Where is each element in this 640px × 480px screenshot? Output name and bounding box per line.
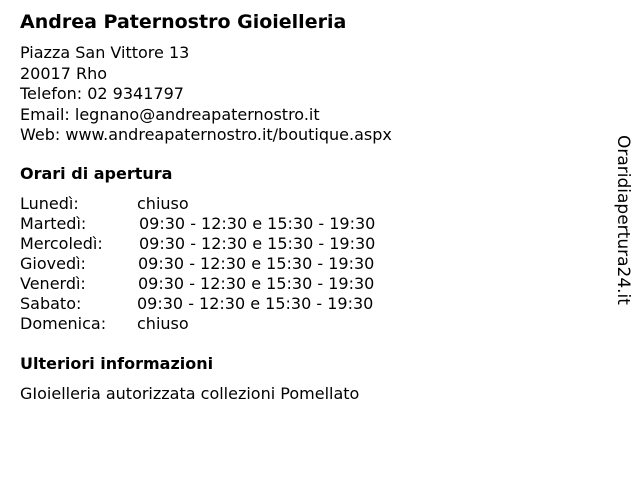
day-label: Giovedì: — [20, 254, 86, 273]
day-hours: 09:30 - 12:30 e 15:30 - 19:30 — [139, 214, 376, 233]
day-hours: chiuso — [137, 194, 189, 213]
day-label: Mercoledì: — [20, 234, 103, 253]
day-hours: 09:30 - 12:30 e 15:30 - 19:30 — [138, 274, 375, 293]
additional-info-heading: Ulteriori informazioni — [20, 354, 214, 373]
site-watermark: Oraridiapertura24.it — [613, 135, 633, 305]
street-address: Piazza San Vittore 13 — [20, 43, 190, 62]
business-name: Andrea Paternostro Gioielleria — [20, 11, 347, 33]
address-block — [20, 43, 392, 146]
day-label: Domenica: — [20, 314, 107, 333]
day-hours: chiuso — [137, 314, 189, 333]
day-label: Lunedì: — [20, 194, 79, 213]
day-label: Martedì: — [20, 214, 87, 233]
opening-hours-heading: Orari di apertura — [20, 164, 173, 183]
web-line: Web: www.andreapaternostro.it/boutique.aspx — [20, 125, 392, 144]
phone-line: Telefon: 02 9341797 — [20, 84, 184, 103]
additional-info-text: GIoielleria autorizzata collezioni Pomellato — [20, 384, 360, 403]
day-hours: 09:30 - 12:30 e 15:30 - 19:30 — [138, 254, 375, 273]
day-hours: 09:30 - 12:30 e 15:30 - 19:30 — [137, 294, 374, 313]
postal-city: 20017 Rho — [20, 63, 108, 83]
day-label: Venerdì: — [20, 274, 86, 293]
day-hours: 09:30 - 12:30 e 15:30 - 19:30 — [139, 234, 376, 253]
day-label: Sabato: — [20, 294, 82, 313]
email-line: Email: legnano@andreapaternostro.it — [20, 104, 320, 124]
